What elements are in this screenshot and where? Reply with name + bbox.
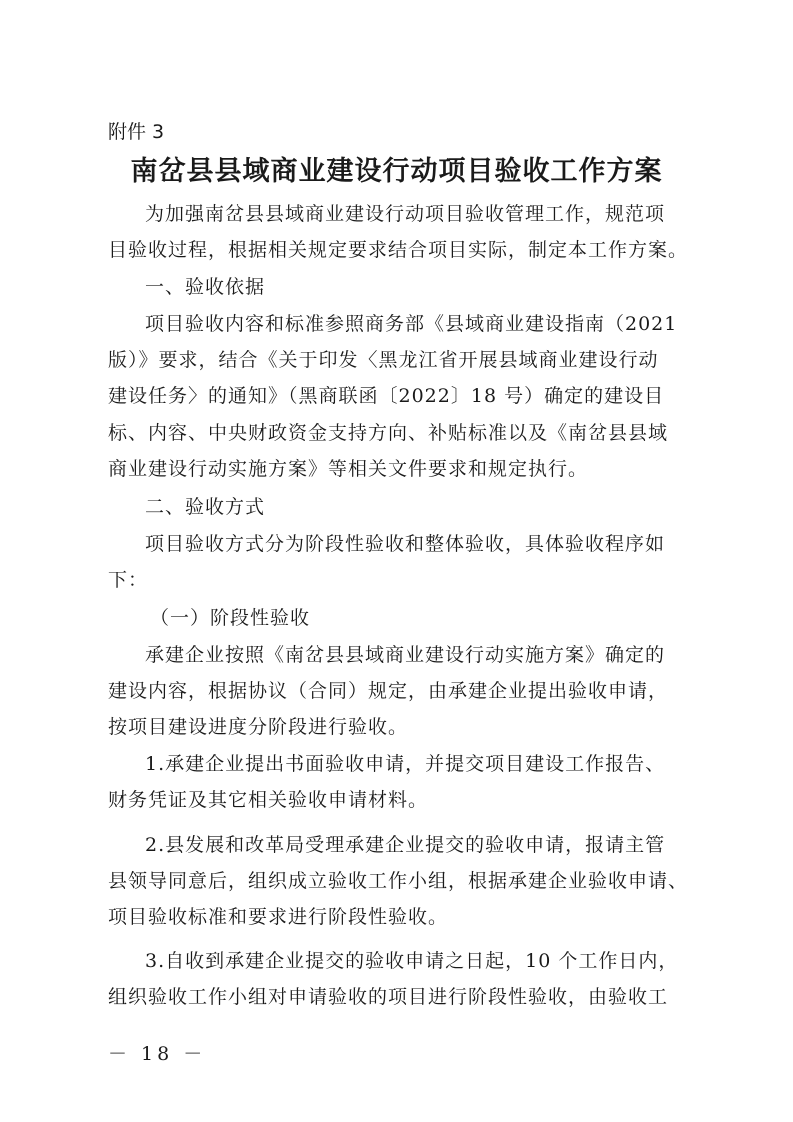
paragraph-line: 为加强南岔县县域商业建设行动项目验收管理工作，规范项	[145, 203, 666, 225]
paragraph-line: 承建企业按照《南岔县县域商业建设行动实施方案》确定的	[145, 644, 666, 666]
paragraph-line: 项目验收方式分为阶段性验收和整体验收，具体验收程序如	[145, 533, 666, 555]
paragraph-line: 下：	[108, 569, 149, 591]
paragraph-line: 建设任务〉的通知》（黑商联函〔2022〕18 号）确定的建设目	[108, 385, 665, 407]
paragraph-line: 商业建设行动实施方案》等相关文件要求和规定执行。	[108, 458, 589, 480]
paragraph-line: 组织验收工作小组对申请验收的项目进行阶段性验收，由验收工	[108, 986, 669, 1008]
paragraph-line: 1.承建企业提出书面验收申请，并提交项目建设工作报告、	[145, 753, 666, 775]
paragraph-line: 项目验收标准和要求进行阶段性验收。	[108, 906, 449, 928]
paragraph-line: 县领导同意后，组织成立验收工作小组，根据承建企业验收申请、	[108, 870, 689, 892]
paragraph-line: 目验收过程，根据相关规定要求结合项目实际，制定本工作方案。	[108, 239, 689, 261]
page-number: － 18 －	[108, 1043, 207, 1065]
attachment-label: 附件 3	[108, 121, 165, 143]
paragraph-line: 2.县发展和改革局受理承建企业提交的验收申请，报请主管	[145, 834, 666, 856]
paragraph-line: 3.自收到承建企业提交的验收申请之日起，10 个工作日内，	[145, 950, 679, 972]
paragraph-line: 财务凭证及其它相关验收申请材料。	[108, 789, 429, 811]
document-title: 南岔县县域商业建设行动项目验收工作方案	[130, 156, 663, 187]
subsection-heading: （一）阶段性验收	[150, 607, 311, 629]
paragraph-line: 建设内容，根据协议（合同）规定，由承建企业提出验收申请，	[108, 680, 669, 702]
section-heading: 一、验收依据	[145, 276, 266, 298]
paragraph-line: 标、内容、中央财政资金支持方向、补贴标准以及《南岔县县域	[108, 422, 669, 444]
paragraph-line: 版）》要求，结合《关于印发〈黑龙江省开展县域商业建设行动	[108, 349, 659, 371]
section-heading: 二、验收方式	[145, 496, 266, 518]
paragraph-line: 按项目建设进度分阶段进行验收。	[108, 716, 409, 738]
paragraph-line: 项目验收内容和标准参照商务部《县域商业建设指南（2021	[145, 313, 678, 335]
